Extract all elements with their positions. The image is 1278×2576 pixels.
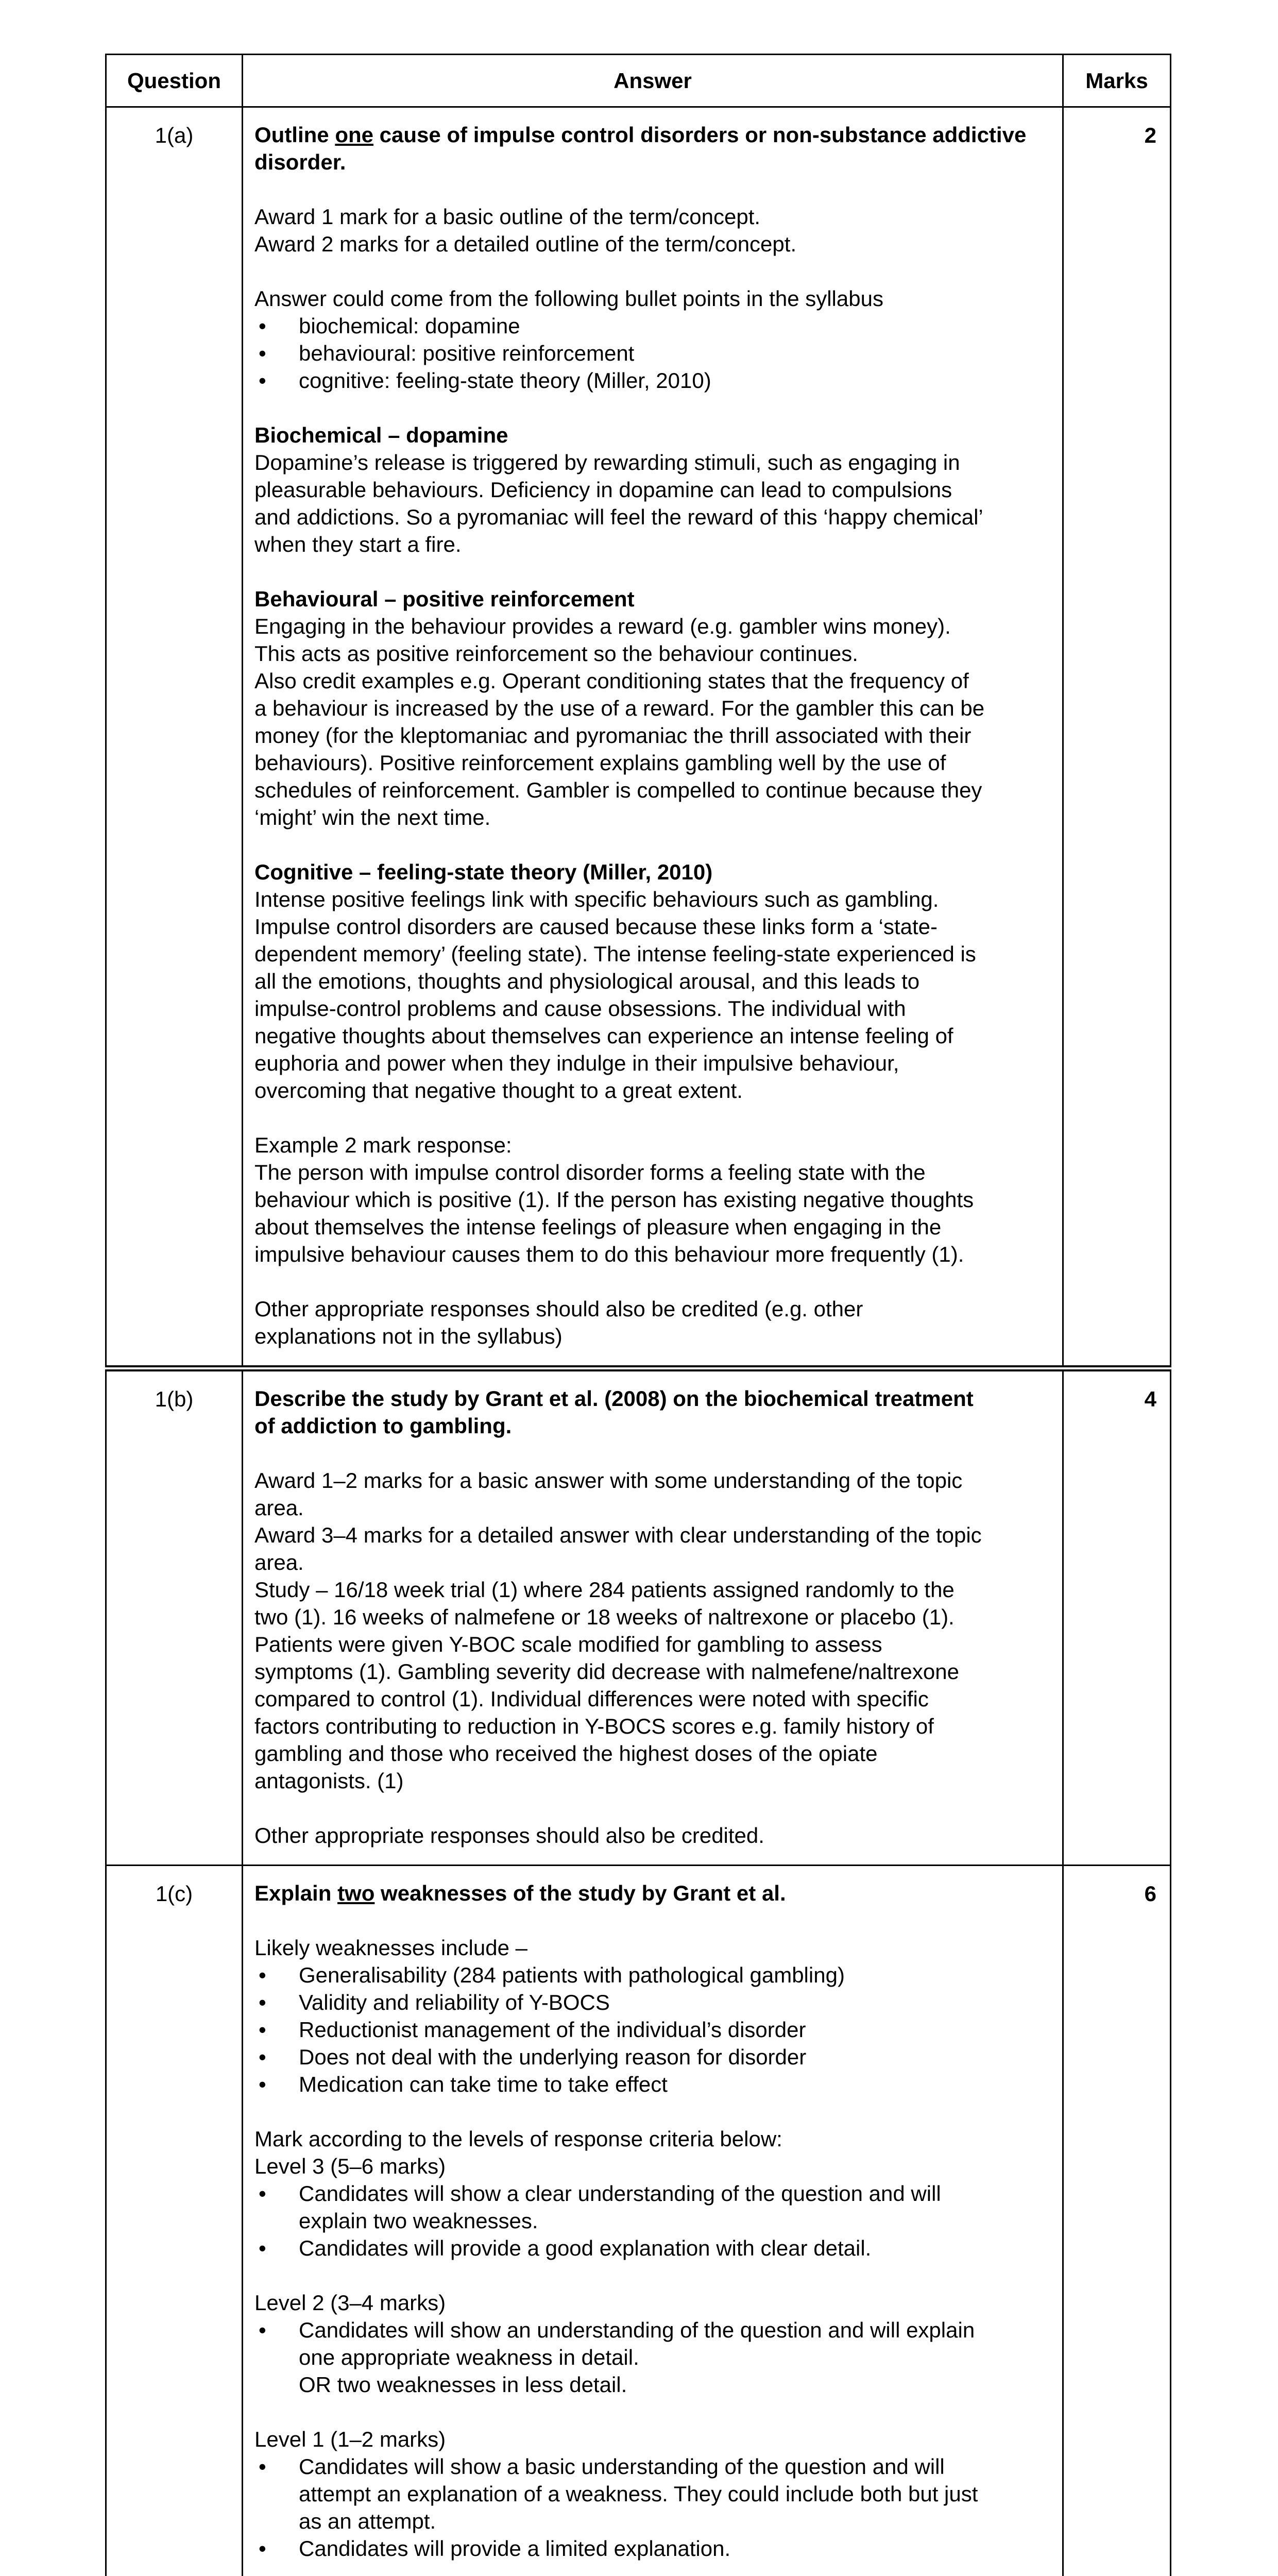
body-line: Study – 16/18 week trial (1) where 284 patients assigned randomly to the bbox=[254, 1578, 955, 1602]
section-line: schedules of reinforcement. Gambler is compelled to continue because they bbox=[254, 778, 982, 802]
list-item: • Does not deal with the underlying reason for disorder bbox=[254, 2043, 1051, 2071]
example-line: The person with impulse control disorder forms a feeling state with the bbox=[254, 1160, 926, 1184]
body-line: Award 3–4 marks for a detailed answer with clear understanding of the topic bbox=[254, 1523, 982, 1547]
weaknesses-intro: Likely weaknesses include – bbox=[254, 1936, 527, 1960]
section-line: and addictions. So a pyromaniac will feel the reward of this ‘happy chemical’ bbox=[254, 505, 983, 529]
title-text: Explain bbox=[254, 1881, 338, 1905]
section-line: Dopamine’s release is triggered by rewarding stimuli, such as engaging in bbox=[254, 450, 960, 474]
list-line: Candidates will show a basic understanding of the question and will bbox=[299, 2454, 945, 2479]
body-line: symptoms (1). Gambling severity did decrease with nalmefene/naltrexone bbox=[254, 1659, 959, 1684]
list-item: • Reductionist management of the individual’s disorder bbox=[254, 2016, 1051, 2043]
answer-cell bbox=[243, 107, 1063, 1369]
question-number: 1(a) bbox=[106, 107, 243, 1369]
list-line: Candidates will show an understanding of the question and will explain bbox=[299, 2318, 975, 2342]
list-line: as an attempt. bbox=[299, 2509, 436, 2533]
question-number: 1(b) bbox=[106, 1368, 243, 1866]
list-line: OR two weaknesses in less detail. bbox=[299, 2372, 627, 2397]
section-line: when they start a fire. bbox=[254, 532, 462, 556]
section-heading: Cognitive – feeling-state theory (Miller, 2010) bbox=[254, 860, 713, 884]
section-line: money (for the kleptomaniac and pyromaniac the thrill associated with their bbox=[254, 723, 972, 748]
section-line: Impulse control disorders are caused because these links form a ‘state- bbox=[254, 914, 938, 939]
body-line: factors contributing to reduction in Y-BOCS scores e.g. family history of bbox=[254, 1714, 934, 1738]
award-line: Award 2 marks for a detailed outline of the term/concept. bbox=[254, 232, 797, 256]
level-label: Level 2 (3–4 marks) bbox=[254, 2291, 446, 2315]
body-line: antagonists. (1) bbox=[254, 1769, 404, 1793]
level-label: Level 3 (5–6 marks) bbox=[254, 2154, 446, 2178]
list-line: attempt an explanation of a weakness. They could include both but just bbox=[299, 2482, 978, 2506]
list-line: Candidates will provide a good explanation with clear detail. bbox=[299, 2236, 872, 2260]
list-line: one appropriate weakness in detail. bbox=[299, 2345, 639, 2369]
body-line: gambling and those who received the highest doses of the opiate bbox=[254, 1741, 878, 1766]
body-line: two (1). 16 weeks of nalmefene or 18 weeks of naltrexone or placebo (1). bbox=[254, 1605, 955, 1629]
section-line: overcoming that negative thought to a great extent. bbox=[254, 1078, 743, 1103]
body-line: compared to control (1). Individual differences were noted with specific bbox=[254, 1687, 929, 1711]
example-line: impulsive behaviour causes them to do this behaviour more frequently (1). bbox=[254, 1242, 964, 1266]
list-item: • cognitive: feeling-state theory (Miller, 2010) bbox=[254, 367, 1051, 394]
level-label: Level 1 (1–2 marks) bbox=[254, 2427, 446, 2451]
other-responses-note: Other appropriate responses should also be credited (e.g. other bbox=[254, 1297, 863, 1321]
weaknesses-list bbox=[254, 1961, 1051, 2098]
list-item bbox=[254, 2316, 1051, 2398]
title-text: Outline bbox=[254, 123, 335, 147]
question-number: 1(c) bbox=[106, 1866, 243, 2576]
section-line: Engaging in the behaviour provides a reward (e.g. gambler wins money). bbox=[254, 614, 951, 638]
bullets-intro: Answer could come from the following bullet points in the syllabus bbox=[254, 286, 883, 311]
title-underlined-word: one bbox=[335, 123, 374, 147]
question-title: Describe the study by Grant et al. (2008) on the biochemical treatment bbox=[254, 1386, 974, 1411]
answer-cell bbox=[243, 1368, 1063, 1866]
marks-value: 6 bbox=[1063, 1866, 1171, 2576]
level-3-criteria bbox=[254, 2180, 1051, 2262]
body-line: Award 1–2 marks for a basic answer with some understanding of the topic bbox=[254, 1468, 963, 1493]
list-item: • biochemical: dopamine bbox=[254, 312, 1051, 340]
level-1-criteria bbox=[254, 2453, 1051, 2562]
body-line: area. bbox=[254, 1496, 304, 1520]
question-title: of addiction to gambling. bbox=[254, 1414, 512, 1438]
other-responses-note: Other appropriate responses should also be credited. bbox=[254, 1823, 764, 1848]
list-line: Candidates will show a clear understanding of the question and will bbox=[299, 2181, 941, 2206]
criteria-intro: Mark according to the levels of response criteria below: bbox=[254, 2127, 782, 2151]
table-row-1a bbox=[106, 107, 1171, 1369]
table-header-row bbox=[106, 55, 1171, 107]
table-row-1b bbox=[106, 1368, 1171, 1866]
list-item bbox=[254, 2535, 1051, 2562]
section-heading: Behavioural – positive reinforcement bbox=[254, 587, 635, 611]
section-line: all the emotions, thoughts and physiological arousal, and this leads to bbox=[254, 969, 920, 993]
question-title bbox=[254, 121, 1051, 176]
list-item: • behavioural: positive reinforcement bbox=[254, 340, 1051, 367]
list-item: • Validity and reliability of Y-BOCS bbox=[254, 1989, 1051, 2016]
section-line: pleasurable behaviours. Deficiency in dopamine can lead to compulsions bbox=[254, 478, 952, 502]
example-line: behaviour which is positive (1). If the person has existing negative thoughts bbox=[254, 1188, 974, 1212]
section-line: ‘might’ win the next time. bbox=[254, 805, 491, 829]
section-line: behaviours). Positive reinforcement explains gambling well by the use of bbox=[254, 751, 946, 775]
example-label: Example 2 mark response: bbox=[254, 1133, 512, 1157]
section-line: Intense positive feelings link with specific behaviours such as gambling. bbox=[254, 887, 939, 911]
header-marks: Marks bbox=[1063, 55, 1171, 107]
list-item: • Generalisability (284 patients with pathological gambling) bbox=[254, 1961, 1051, 1989]
title-text: weaknesses of the study by Grant et al. bbox=[374, 1881, 786, 1905]
section-heading: Biochemical – dopamine bbox=[254, 423, 508, 447]
header-question: Question bbox=[106, 55, 243, 107]
section-line: impulse-control problems and cause obsessions. The individual with bbox=[254, 996, 906, 1021]
title-text: cause of impulse control disorders or non-substance addictive disorder. bbox=[254, 123, 1027, 174]
section-line: negative thoughts about themselves can experience an intense feeling of bbox=[254, 1024, 953, 1048]
body-line: Patients were given Y-BOC scale modified for gambling to assess bbox=[254, 1632, 882, 1656]
example-line: about themselves the intense feelings of pleasure when engaging in the bbox=[254, 1215, 942, 1239]
level-2-criteria bbox=[254, 2316, 1051, 2398]
list-item bbox=[254, 2234, 1051, 2262]
title-underlined-word: two bbox=[337, 1881, 375, 1905]
list-line: Candidates will provide a limited explanation. bbox=[299, 2536, 731, 2561]
section-line: a behaviour is increased by the use of a reward. For the gambler this can be bbox=[254, 696, 985, 720]
list-line: explain two weaknesses. bbox=[299, 2209, 538, 2233]
marks-value: 2 bbox=[1063, 107, 1171, 1369]
marks-value: 4 bbox=[1063, 1368, 1171, 1866]
section-line: dependent memory’ (feeling state). The intense feeling-state experienced is bbox=[254, 942, 976, 966]
syllabus-bullet-list bbox=[254, 312, 1051, 394]
section-line: Also credit examples e.g. Operant conditioning states that the frequency of bbox=[254, 669, 969, 693]
list-item bbox=[254, 2180, 1051, 2234]
table-row-1c bbox=[106, 1866, 1171, 2576]
list-item: • Medication can take time to take effect bbox=[254, 2071, 1051, 2098]
answer-cell bbox=[243, 1866, 1063, 2576]
other-responses-note: explanations not in the syllabus) bbox=[254, 1324, 563, 1348]
question-title bbox=[254, 1879, 1051, 1907]
mark-scheme-table bbox=[105, 54, 1171, 2576]
list-item bbox=[254, 2453, 1051, 2535]
header-answer: Answer bbox=[243, 55, 1063, 107]
section-line: euphoria and power when they indulge in their impulsive behaviour, bbox=[254, 1051, 899, 1075]
body-line: area. bbox=[254, 1550, 304, 1574]
award-line: Award 1 mark for a basic outline of the term/concept. bbox=[254, 205, 761, 229]
section-line: This acts as positive reinforcement so the behaviour continues. bbox=[254, 641, 858, 666]
